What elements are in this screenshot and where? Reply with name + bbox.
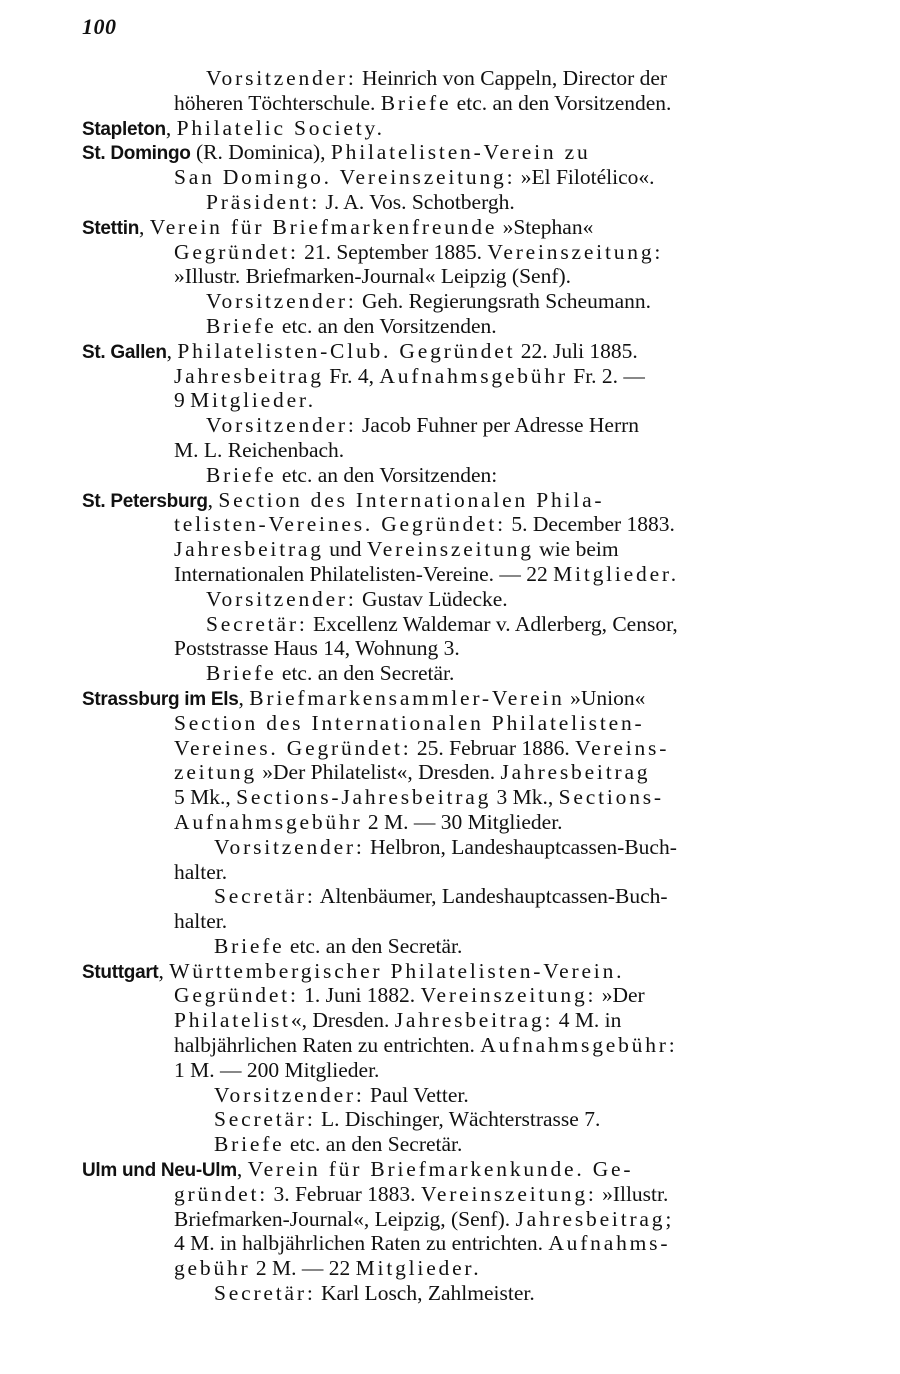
spaced-term: Philatelisten-Club. Gegründet (177, 338, 516, 363)
text-line (82, 1231, 820, 1256)
text-run: Altenbäumer, Landeshauptcassen-Buch- (315, 884, 668, 909)
text-run: Fr. 4, (323, 363, 380, 388)
text-line (82, 165, 820, 190)
text-line (82, 66, 820, 91)
text-run: »Stephan« (497, 214, 594, 239)
place-name: Stuttgart (82, 961, 159, 983)
spaced-term: Aufnahms- (548, 1231, 671, 1256)
text-run: 1 M. — 200 Mitglieder. (174, 1057, 380, 1082)
text-line (82, 339, 820, 364)
text-run: 3. Februar 1883. (268, 1181, 421, 1206)
spaced-term: Mitglieder. (355, 1256, 482, 1281)
text-line (82, 884, 820, 909)
text-run: etc. an den Secretär. (276, 661, 455, 686)
text-line (82, 1256, 820, 1281)
spaced-term: Secretär: (206, 611, 308, 636)
text-run: 22. Juli 1885. (515, 338, 638, 363)
text-run: 5. December 1883. (505, 512, 675, 537)
text-line (82, 1008, 820, 1033)
text-line (82, 314, 820, 339)
text-line (82, 661, 820, 686)
place-name: Stapleton (82, 118, 166, 140)
spaced-term: Jahresbeitrag: (394, 1008, 554, 1033)
place-name: St. Petersburg (82, 490, 208, 512)
spaced-term: Aufnahmsgebühr (174, 809, 363, 834)
text-line (82, 116, 820, 141)
spaced-term: Philatelisten-Verein zu (330, 140, 591, 165)
text-run: Helbron, Landeshauptcassen-Buch- (364, 834, 677, 859)
text-line (82, 190, 820, 215)
text-run: etc. an den Secretär. (284, 933, 463, 958)
text-run: etc. an den Vorsitzenden: (276, 462, 498, 487)
text-line (82, 463, 820, 488)
text-run: Internationalen Philatelisten-Vereine. — 22 (174, 561, 554, 586)
text-line (82, 636, 820, 661)
text-run: , (139, 214, 150, 239)
text-run: , (238, 685, 250, 710)
text-line (82, 562, 820, 587)
text-line (82, 810, 820, 835)
text-run: Poststrasse Haus 14, Wohnung 3. (174, 636, 460, 661)
text-run: Karl Losch, Zahlmeister. (315, 1281, 535, 1306)
spaced-term: Gegründet: (174, 983, 299, 1008)
spaced-term: Secretär: (214, 884, 316, 909)
text-line (82, 1132, 820, 1157)
text-line (82, 91, 820, 116)
text-line (82, 438, 820, 463)
text-run: höheren Töchterschule. (174, 90, 381, 115)
text-line (82, 760, 820, 785)
spaced-term: Briefe (206, 462, 277, 487)
spaced-term: Briefe (206, 313, 277, 338)
spaced-term: Jahresbeitrag; (515, 1206, 675, 1231)
text-run: Briefmarken-Journal«, Leipzig, (Senf). (174, 1206, 516, 1231)
text-run: etc. an den Vorsitzenden. (276, 313, 497, 338)
spaced-term: San Domingo. Vereinszeitung: (174, 165, 516, 190)
text-run: 4 M. in halbjährlichen Raten zu entrichten. (174, 1231, 549, 1256)
spaced-term: Briefe (380, 90, 452, 115)
text-line (82, 1157, 820, 1182)
text-run: »Der (596, 983, 645, 1008)
text-run: M. L. Reichenbach. (174, 437, 345, 462)
spaced-term: Aufnahmsgebühr (379, 363, 568, 388)
text-run: »El Filotélico«. (515, 165, 655, 190)
text-run: , (165, 115, 177, 140)
spaced-term: Vereines. Gegründet: (174, 735, 412, 760)
text-run: 1. Juni 1882. (298, 983, 421, 1008)
spaced-term: gründet: (174, 1181, 269, 1206)
text-run: wie beim (533, 537, 619, 562)
spaced-term: Verein für Briefmarkenfreunde (149, 214, 498, 239)
text-run: Paul Vetter. (364, 1082, 469, 1107)
text-run: Fr. 2. — (567, 363, 645, 388)
text-run: 2 M. — 22 (250, 1256, 356, 1281)
spaced-term: Briefe (206, 661, 277, 686)
place-name: Strassburg im Els (82, 688, 239, 710)
text-line (82, 364, 820, 389)
text-line (82, 388, 820, 413)
spaced-term: Vorsitzender: (206, 586, 357, 611)
text-line (82, 413, 820, 438)
spaced-term: telisten-Vereines. Gegründet: (174, 512, 506, 537)
text-run: Excellenz Waldemar v. Adlerberg, Censor, (307, 611, 678, 636)
text-line (82, 512, 820, 537)
text-line (82, 711, 820, 736)
spaced-term: Vorsitzender: (206, 289, 357, 314)
spaced-term: Jahresbeitrag (174, 363, 324, 388)
text-line (82, 934, 820, 959)
text-line (82, 1033, 820, 1058)
spaced-term: Briefmarkensammler-Verein (249, 685, 565, 710)
place-name: St. Gallen (82, 341, 167, 363)
text-run: Geh. Regierungsrath Scheumann. (356, 289, 651, 314)
text-line (82, 264, 820, 289)
text-run: 4 M. in (553, 1008, 622, 1033)
spaced-term: Vereins- (575, 735, 670, 760)
spaced-term: Jahresbeitrag (174, 537, 324, 562)
text-run: und (323, 537, 367, 562)
text-line (82, 1083, 820, 1108)
spaced-term: Briefe (214, 1132, 285, 1157)
text-run: 3 Mk., (491, 785, 559, 810)
text-line (82, 835, 820, 860)
text-line (82, 1107, 820, 1132)
text-run: , (207, 487, 219, 512)
text-line (82, 686, 820, 711)
spaced-term: Württembergischer Philatelisten-Verein. (169, 958, 625, 983)
text-run: 21. September 1885. (298, 239, 488, 264)
spaced-term: Philatelist (174, 1008, 291, 1033)
spaced-term: Secretär: (214, 1281, 316, 1306)
text-run: 5 Mk., (174, 785, 237, 810)
spaced-term: Vorsitzender: (206, 413, 357, 438)
text-line (82, 1182, 820, 1207)
text-run: , (236, 1157, 248, 1182)
spaced-term: Jahresbeitrag (500, 760, 651, 785)
text-line (82, 612, 820, 637)
text-run: Jacob Fuhner per Adresse Herrn (356, 413, 640, 438)
text-run: , (158, 958, 170, 983)
text-run: 2 M. — 30 Mitglieder. (362, 809, 563, 834)
spaced-term: Sections- (558, 785, 664, 810)
spaced-term: Mitglieder. (190, 388, 316, 413)
text-run: Heinrich von Cappeln, Director der (356, 66, 668, 90)
text-run: (R. Dominica), (190, 140, 331, 165)
text-line (82, 785, 820, 810)
spaced-term: Präsident: (206, 189, 320, 214)
text-line (82, 215, 820, 240)
text-run: »Illustr. Briefmarken-Journal« Leipzig (Senf). (174, 264, 572, 289)
spaced-term: Section des Internationalen Phila- (218, 487, 605, 512)
spaced-term: Vorsitzender: (206, 66, 357, 90)
text-run: »Der Philatelist«, Dresden. (256, 760, 501, 785)
spaced-term: Vereinszeitung (366, 537, 534, 562)
text-line (82, 537, 820, 562)
text-line (82, 983, 820, 1008)
text-line (82, 140, 820, 165)
place-name: St. Domingo (82, 143, 191, 165)
text-run: etc. an den Vorsitzenden. (451, 90, 672, 115)
spaced-term: Vorsitzender: (214, 834, 365, 859)
spaced-term: gebühr (174, 1256, 251, 1281)
spaced-term: Philatelic Society. (176, 115, 385, 140)
text-run: etc. an den Secretär. (284, 1132, 463, 1157)
spaced-term: Aufnahmsgebühr: (480, 1033, 678, 1058)
text-run: halter. (174, 859, 228, 884)
text-line (82, 1058, 820, 1083)
spaced-term: Section des Internationalen Philatelisten- (174, 710, 645, 735)
text-run: 9 (174, 388, 191, 413)
text-run: J. A. Vos. Schotbergh. (320, 189, 515, 214)
text-line (82, 488, 820, 513)
spaced-term: Verein für Briefmarkenkunde. Ge- (247, 1157, 634, 1182)
spaced-term: zeitung (174, 760, 257, 785)
text-line (82, 736, 820, 761)
text-run: halter. (174, 909, 228, 934)
text-run: , (166, 338, 178, 363)
text-run: 25. Februar 1886. (411, 735, 576, 760)
text-line (82, 587, 820, 612)
spaced-term: Mitglieder. (553, 561, 679, 586)
text-line (82, 1207, 820, 1232)
text-line (82, 860, 820, 885)
text-run: Gustav Lüdecke. (356, 586, 508, 611)
spaced-term: Briefe (214, 933, 285, 958)
spaced-term: Sections-Jahresbeitrag (236, 785, 492, 810)
spaced-term: Gegründet: (174, 239, 299, 264)
spaced-term: Vorsitzender: (214, 1082, 365, 1107)
text-run: «, Dresden. (290, 1008, 395, 1033)
text-run: »Illustr. (596, 1181, 669, 1206)
spaced-term: Secretär: (214, 1107, 316, 1132)
spaced-term: Vereinszeitung: (487, 239, 664, 264)
page-body (82, 66, 820, 1306)
text-line (82, 1281, 820, 1306)
text-line (82, 289, 820, 314)
text-line (82, 240, 820, 265)
page-number: 100 (82, 14, 117, 39)
place-name: Stettin (82, 217, 140, 239)
text-run: »Union« (564, 685, 646, 710)
text-line (82, 909, 820, 934)
spaced-term: Vereinszeitung: (420, 983, 597, 1008)
place-name: Ulm und Neu-Ulm (82, 1160, 237, 1182)
spaced-term: Vereinszeitung: (420, 1181, 597, 1206)
text-run: halbjährlichen Raten zu entrichten. (174, 1033, 481, 1058)
text-line (82, 959, 820, 984)
text-run: L. Dischinger, Wächterstrasse 7. (315, 1107, 601, 1132)
